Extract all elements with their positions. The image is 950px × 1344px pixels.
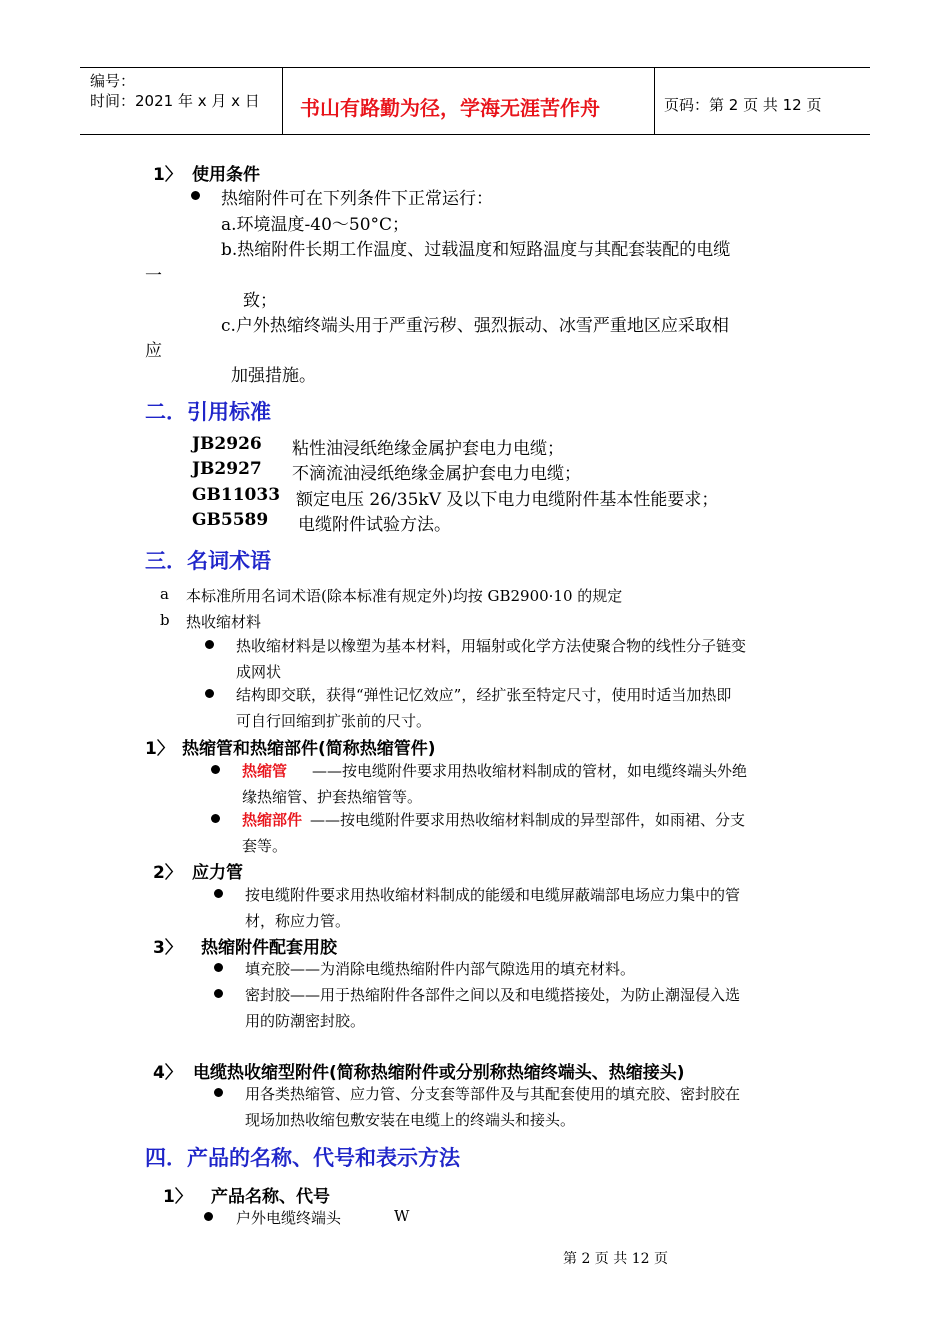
header-bottom-rule <box>80 134 870 135</box>
bullet-icon <box>204 1212 213 1221</box>
bullet-icon <box>211 814 220 823</box>
conditions-item-b-line2: 一 <box>145 266 162 286</box>
conditions-item-c-line1: c.户外热缩终端头用于严重污秽、强烈振动、冰雪严重地区应采取相 <box>221 316 729 336</box>
bullet-icon <box>214 963 223 972</box>
term-b-letter: b <box>160 611 170 629</box>
standard-code: JB2926 <box>192 434 262 454</box>
sub3-bullet2-line2: 用的防潮密封胶。 <box>245 1012 366 1030</box>
bullet-icon <box>191 191 200 200</box>
section4-sub1-heading: 产品名称、代号 <box>211 1187 330 1207</box>
conditions-heading-number: 1〉 <box>153 165 182 185</box>
bullet-icon <box>205 640 214 649</box>
subsection2-number: 2〉 <box>153 863 182 883</box>
header-divider-right <box>654 67 655 135</box>
term-b-bullet1-line2: 成网状 <box>236 663 282 681</box>
standard-desc: 粘性油浸纸绝缘金属护套电力电缆； <box>292 439 564 459</box>
term-a-text: 本标准所用名词术语(除本标准有规定外)均按 GB2900·10 的规定 <box>186 587 623 605</box>
product-code: W <box>394 1207 410 1225</box>
section4-title: 四．产品的名称、代号和表示方法 <box>145 1146 460 1170</box>
sub2-bullet1-line2: 材，称应力管。 <box>245 912 351 930</box>
conditions-item-b-line1: b.热缩附件长期工作温度、过载温度和短路温度与其配套装配的电缆 <box>221 240 731 260</box>
standard-desc: 电缆附件试验方法。 <box>298 515 451 535</box>
sub1-bullet2-line2: 套等。 <box>242 837 288 855</box>
section3-title: 三．名词术语 <box>145 549 271 573</box>
bullet-icon <box>214 989 223 998</box>
sub1-bullet1-line1: ——按电缆附件要求用热收缩材料制成的管材，如电缆终端头外绝 <box>312 762 748 780</box>
page-footer: 第 2 页 共 12 页 <box>563 1251 668 1267</box>
bullet-icon <box>214 1088 223 1097</box>
subsection1-number: 1〉 <box>145 739 174 759</box>
term-heat-shrink-part: 热缩部件 <box>242 811 303 829</box>
sub2-bullet1-line1: 按电缆附件要求用热收缩材料制成的能缓和电缆屏蔽端部电场应力集中的管 <box>245 886 741 904</box>
subsection3-heading: 热缩附件配套用胶 <box>201 938 337 958</box>
header-top-rule <box>80 67 870 68</box>
header-motto: 书山有路勤为径，学海无涯苦作舟 <box>300 96 600 120</box>
header-number-label: 编号： <box>90 72 136 90</box>
sub4-bullet1-line2: 现场加热收缩包敷安装在电缆上的终端头和接头。 <box>245 1111 576 1129</box>
subsection3-number: 3〉 <box>153 938 182 958</box>
term-b-text: 热收缩材料 <box>186 613 262 631</box>
header-time-label: 时间：2021 年 x 月 x 日 <box>90 92 260 110</box>
term-heat-shrink-tube: 热缩管 <box>242 762 288 780</box>
sub1-bullet1-line2: 缘热缩管、护套热缩管等。 <box>242 788 423 806</box>
header-page-info: 页码：第 2 页 共 12 页 <box>664 96 822 114</box>
conditions-intro: 热缩附件可在下列条件下正常运行： <box>221 189 493 209</box>
term-b-bullet2-line1: 结构即交联，获得“弹性记忆效应”，经扩张至特定尺寸，使用时适当加热即 <box>236 686 732 704</box>
bullet-icon <box>214 889 223 898</box>
standard-desc: 不滴流油浸纸绝缘金属护套电力电缆； <box>292 464 581 484</box>
standard-desc: 额定电压 26/35kV 及以下电力电缆附件基本性能要求； <box>296 490 719 510</box>
conditions-item-c-line2: 应 <box>145 341 162 361</box>
conditions-item-b-line3: 致； <box>243 291 277 311</box>
term-b-bullet2-line2: 可自行回缩到扩张前的尺寸。 <box>236 712 432 730</box>
bullet-icon <box>211 765 220 774</box>
sub1-bullet2-line1: ——按电缆附件要求用热收缩材料制成的异型部件，如雨裙、分支 <box>310 811 746 829</box>
standard-code: GB11033 <box>192 485 281 505</box>
subsection4-heading: 电缆热收缩型附件(简称热缩附件或分别称热缩终端头、热缩接头) <box>193 1063 685 1083</box>
sub3-bullet1: 填充胶——为消除电缆热缩附件内部气隙选用的填充材料。 <box>245 960 636 978</box>
conditions-item-a: a.环境温度-40～50°C； <box>221 215 410 235</box>
section4-sub1-number: 1〉 <box>163 1187 192 1207</box>
bullet-icon <box>205 689 214 698</box>
term-a-letter: a <box>160 585 169 603</box>
conditions-heading: 使用条件 <box>192 165 260 185</box>
conditions-item-c-line3: 加强措施。 <box>231 366 316 386</box>
standard-code: GB5589 <box>192 510 269 530</box>
section2-title: 二．引用标准 <box>145 400 271 424</box>
product-name: 户外电缆终端头 <box>236 1209 342 1227</box>
term-b-bullet1-line1: 热收缩材料是以橡塑为基本材料，用辐射或化学方法使聚合物的线性分子链变 <box>236 637 747 655</box>
standard-code: JB2927 <box>192 459 262 479</box>
subsection4-number: 4〉 <box>153 1063 182 1083</box>
sub3-bullet2-line1: 密封胶——用于热缩附件各部件之间以及和电缆搭接处，为防止潮湿侵入选 <box>245 986 741 1004</box>
subsection1-heading: 热缩管和热缩部件(简称热缩管件) <box>182 739 436 759</box>
sub4-bullet1-line1: 用各类热缩管、应力管、分支套等部件及与其配套使用的填充胶、密封胶在 <box>245 1085 741 1103</box>
header-divider-left <box>282 67 283 135</box>
subsection2-heading: 应力管 <box>192 863 243 883</box>
